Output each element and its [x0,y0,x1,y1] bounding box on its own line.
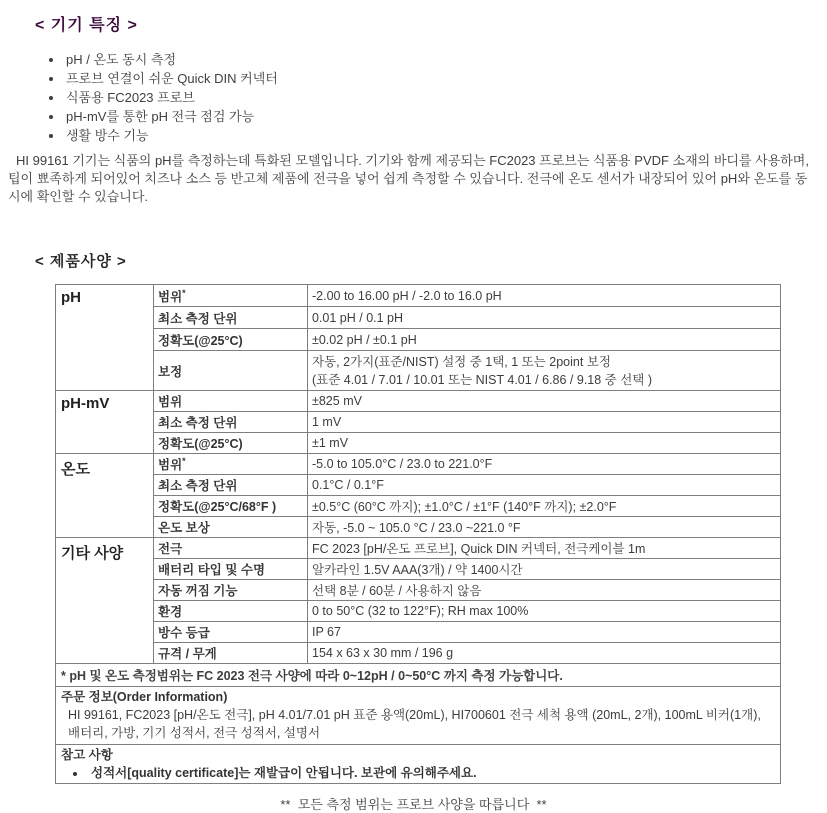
spec-table [55,284,781,784]
features-heading: < 기기 특징 > [35,17,138,34]
footnote-asterisk: * [182,455,186,466]
range-footnote: * pH 및 온도 측정범위는 FC 2023 전극 사양에 따라 0~12pH / 0~50°C 까지 측정 가능합니다. [56,664,781,687]
table-row [56,391,781,412]
spec-value-cell: 0.01 pH / 0.1 pH [308,307,781,329]
device-description: HI 99161 기기는 식품의 pH를 측정하는데 특화된 모델입니다. 기기와 함께 제공되는 FC2023 프로브는 식품용 PVDF 소재의 바디를 사용하며, 팁이 뾰족하게 되어있어 치즈나 소스 등 반고체 제품에 전극을 넣어 쉽게 측정할 수 있습니다. 전극에 온도 센서가 내장되어 있어 pH와 온도를 동시에 확인할 수 있습니다. [8,153,809,204]
spec-value-cell: 알카라인 1.5V AAA(3개) / 약 1400시간 [308,559,781,580]
spec-label-cell: 방수 등급 [154,622,308,643]
order-info-title: 주문 정보(Order Information) [61,690,228,704]
feature-item: • 프로브 연결이 쉬운 Quick DIN 커넥터 [64,69,827,88]
spec-label: 범위 [158,458,183,472]
notes-list [73,765,776,781]
spec-value-cell: IP 67 [308,622,781,643]
notes-title: 참고 사항 [61,748,113,762]
table-row [56,412,781,433]
spec-value-cell: ±0.02 pH / ±0.1 pH [308,329,781,351]
spec-label-cell: 최소 측정 단위 [154,412,308,433]
spec-value-cell: 1 mV [308,412,781,433]
table-row [56,329,781,351]
spec-label-cell [154,454,308,475]
feature-item: • pH-mV를 통한 pH 전극 점검 가능 [64,107,827,126]
table-row [56,351,781,391]
footnote-asterisk: * [182,287,186,298]
note-item: • 성적서[quality certificate]는 재발급이 안됩니다. 보관에 유의해주세요. [87,765,776,781]
section-label-temperature: 온도 [56,454,154,538]
spec-value-cell: 자동, -5.0 ~ 105.0 °C / 23.0 ~221.0 °F [308,517,781,538]
feature-item: • pH / 온도 동시 측정 [64,50,827,69]
spec-value-cell [308,351,781,391]
bottom-disclaimer: ** 모든 측정 범위는 프로브 사양을 따릅니다 ** [280,797,547,812]
spec-label-cell: 환경 [154,601,308,622]
table-row [56,496,781,517]
table-row [56,307,781,329]
spec-label-cell: 정확도(@25°C) [154,329,308,351]
product-spec-page [0,12,827,812]
spec-label-cell: 정확도(@25°C) [154,433,308,454]
order-info-cell [56,687,781,745]
spec-value-cell: -2.00 to 16.00 pH / -2.0 to 16.0 pH [308,285,781,307]
feature-item: • 식품용 FC2023 프로브 [64,88,827,107]
section-label-ph: pH [56,285,154,391]
spec-label-cell: 보정 [154,351,308,391]
table-row [56,475,781,496]
table-row [56,622,781,643]
features-list [48,50,827,145]
spec-value-cell: 0 to 50°C (32 to 122°F); RH max 100% [308,601,781,622]
notes-cell [56,745,781,784]
spec-label-cell: 규격 / 무게 [154,643,308,664]
spec-value-cell: 선택 8분 / 60분 / 사용하지 않음 [308,580,781,601]
table-row [56,601,781,622]
section-label-ph-mv: pH-mV [56,391,154,454]
spec-value-cell: FC 2023 [pH/온도 프로브], Quick DIN 커넥터, 전극케이블 1m [308,538,781,559]
table-row [56,643,781,664]
table-row [56,454,781,475]
table-row [56,517,781,538]
spec-label-cell: 최소 측정 단위 [154,475,308,496]
spec-value-cell: 154 x 63 x 30 mm / 196 g [308,643,781,664]
table-row [56,538,781,559]
table-row [56,745,781,784]
feature-item: • 생활 방수 기능 [64,126,827,145]
spec-label-cell: 온도 보상 [154,517,308,538]
spec-value-cell: 0.1°C / 0.1°F [308,475,781,496]
spec-value-cell: -5.0 to 105.0°C / 23.0 to 221.0°F [308,454,781,475]
table-row [56,285,781,307]
spec-value-cell: ±1 mV [308,433,781,454]
table-row [56,580,781,601]
spec-label-cell: 자동 꺼짐 기능 [154,580,308,601]
spec-label: 범위 [158,289,183,304]
table-row [56,559,781,580]
spec-label-cell [154,285,308,307]
order-info-content: HI 99161, FC2023 [pH/온도 전극], pH 4.01/7.01 pH 표준 용액(20mL), HI700601 전극 세척 용액 (20mL, 2개), 100mL 비커(1개), 배터리, 가방, 기기 성적서, 전극 성적서, 설명서 [68,708,761,740]
spec-label-cell: 범위 [154,391,308,412]
table-row [56,664,781,687]
spec-value-cell: ±825 mV [308,391,781,412]
section-label-other-specs: 기타 사양 [56,538,154,664]
specs-heading: < 제품사양 > [35,253,127,270]
spec-label-cell: 전극 [154,538,308,559]
spec-value-line: 자동, 2가지(표준/NIST) 설정 중 1택, 1 또는 2point 보정 [312,354,611,369]
spec-value-cell: ±0.5°C (60°C 까지); ±1.0°C / ±1°F (140°F 까지); ±2.0°F [308,496,781,517]
spec-label-cell: 정확도(@25°C/68°F ) [154,496,308,517]
spec-label-cell: 배터리 타입 및 수명 [154,559,308,580]
table-row [56,687,781,745]
table-row [56,433,781,454]
spec-label-cell: 최소 측정 단위 [154,307,308,329]
spec-value-line: (표준 4.01 / 7.01 / 10.01 또는 NIST 4.01 / 6.86 / 9.18 중 선택 ) [312,372,653,387]
